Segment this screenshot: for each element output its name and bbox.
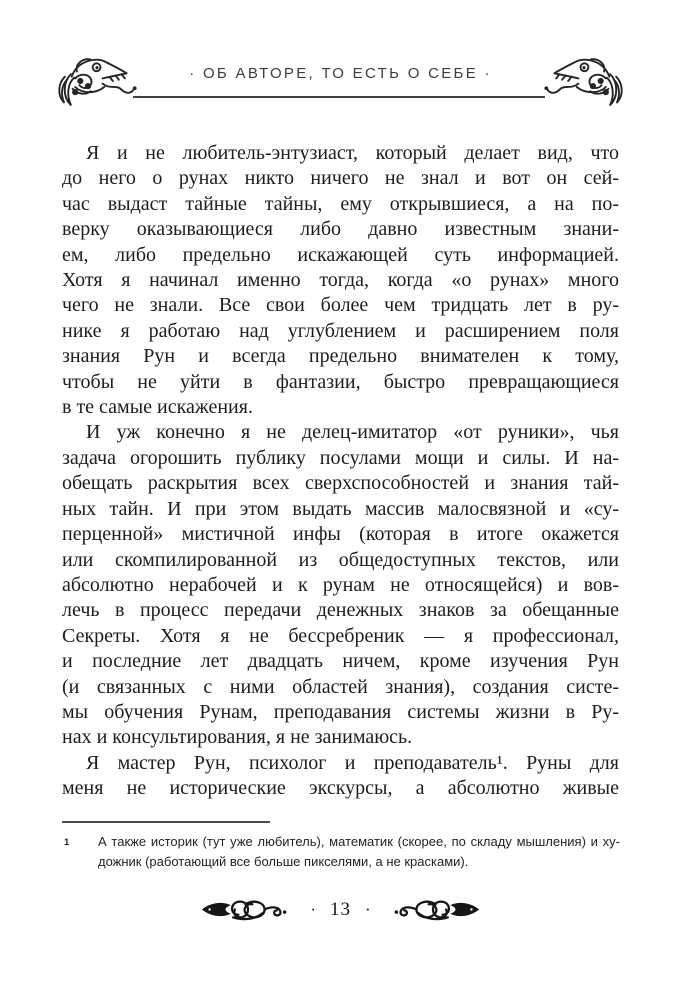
text-line: знания Рун и всегда предельно внимателен к тому, — [62, 345, 619, 368]
footnote — [62, 832, 620, 871]
beast-head-ornament-right-icon — [544, 51, 630, 111]
running-head-title: · ОБ АВТОРЕ, ТО ЕСТЬ О СЕБЕ · — [189, 65, 492, 82]
text-line: (и связанных с ними областей знания), создания систе- — [62, 675, 619, 698]
text-line: нах и консультирования, я не занимаюсь. — [62, 726, 413, 749]
text-line: И уж конечно я не делец-имитатор «от руники», чья — [86, 421, 619, 444]
footnote-line: А также историк (тут уже любитель), математик (скорее, по складу мышления) и ху- — [98, 834, 620, 849]
footer-left-dot: · — [310, 899, 316, 919]
footnote-text — [98, 832, 620, 871]
text-line: нике я работаю над углублением и расширением поля — [62, 319, 619, 342]
text-line: меня не исторические экскурсы, а абсолютно живые — [62, 777, 619, 800]
footer-right-dot: · — [365, 899, 371, 919]
text-line: мы обучения Рунам, преподавания системы жизни в Ру- — [62, 700, 619, 723]
footnote-line: дожник (работающий все больше пикселями, а не красками). — [98, 853, 469, 869]
knot-flourish-right-icon — [385, 893, 481, 926]
paragraph — [62, 420, 619, 750]
footnote-marker: 1 — [64, 837, 70, 848]
text-line: ных тайн. И при этом выдать массив малосвязной и «су- — [62, 497, 619, 520]
text-line: час выдаст тайные тайны, ему открывшиеся, а на по- — [62, 192, 619, 215]
text-line: до него о рунах никто ничего не знал и вот он сей- — [62, 167, 619, 190]
text-line: верку оказывающиеся либо давно известным знани- — [62, 218, 619, 241]
text-line: Я мастер Рун, психолог и преподаватель¹. Руны для — [86, 751, 619, 774]
text-line: лечь в процесс передачи денежных знаков за обещанные — [62, 599, 619, 622]
text-line: задача огорошить публику посулами мощи и силы. И на- — [62, 446, 619, 469]
text-line: перценной» мистичной инфы (которая в итоге окажется — [62, 523, 619, 546]
header-rule — [133, 96, 545, 98]
knot-flourish-left-icon — [200, 893, 296, 926]
text-line: ем, либо предельно искажающей суть информацией. — [62, 243, 619, 266]
body-text — [62, 141, 619, 802]
text-line: и последние лет двадцать ничем, кроме изучения Рун — [62, 650, 619, 673]
text-line: абсолютно нерабочей и к рунам не относящейся) и вов- — [62, 573, 619, 596]
text-line: Секреты. Хотя я не бессребреник — я профессионал, — [62, 624, 619, 647]
footnote-separator — [62, 821, 270, 823]
text-line: Я и не любитель-энтузиаст, который делает вид, что — [86, 142, 619, 164]
page-number: 13 — [330, 898, 351, 920]
page-footer — [0, 893, 681, 926]
text-line: чтобы не уйти в фантазии, быстро превращающиеся — [62, 370, 619, 393]
text-line: обещать раскрытия всех сверхспособностей и знания тай- — [62, 472, 619, 495]
text-line: Хотя я начинал именно тогда, когда «о рунах» много — [62, 269, 619, 292]
text-line: в те самые искажения. — [62, 396, 253, 419]
paragraph — [62, 141, 619, 420]
text-line: или скомпилированной из общедоступных текстов, или — [62, 548, 619, 571]
paragraph — [62, 751, 619, 802]
text-line: чего не знали. Все свои более чем тридцать лет в ру- — [62, 294, 619, 317]
